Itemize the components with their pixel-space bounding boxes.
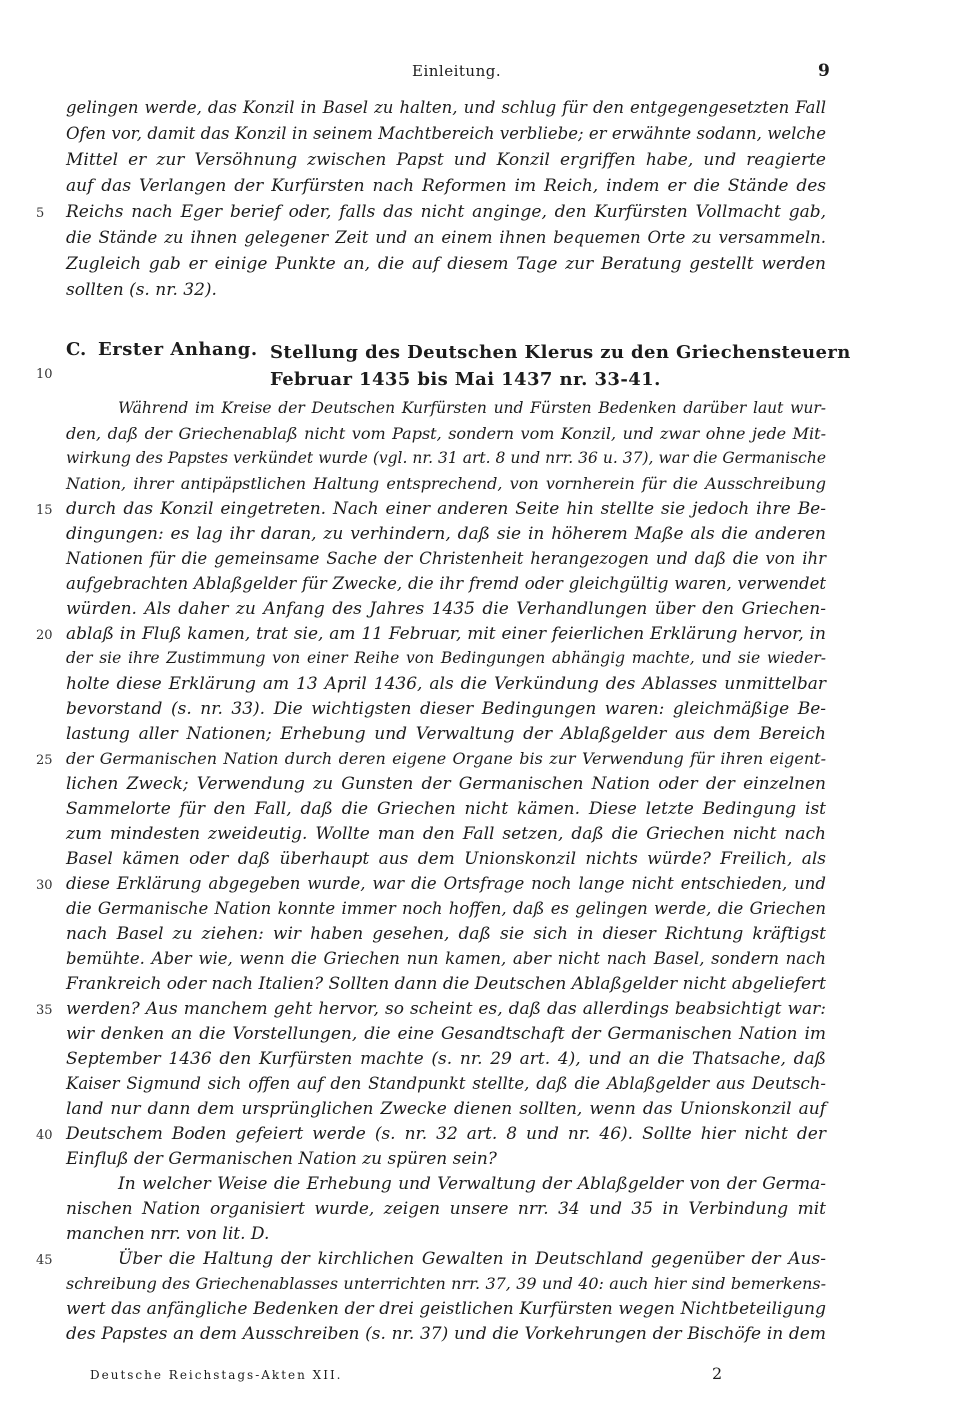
- text-line: der Germanischen Nation durch deren eigene Organe bis zur Verwendung für ihren eigent-: [66, 749, 826, 768]
- text-line: Zugleich gab er einige Punkte an, die auf diesem Tage zur Beratung gestellt werden: [66, 254, 826, 274]
- text-line: wir denken an die Vorstellungen, die eine Gesandtschaft der Germanischen Nation im: [66, 1024, 826, 1044]
- page-number: 9: [818, 61, 830, 81]
- text-line: werden? Aus manchem geht hervor, so scheint es, daß das allerdings beabsichtigt war:: [66, 999, 826, 1019]
- line-number: 15: [36, 503, 53, 518]
- text-line: nach Basel zu ziehen: wir haben gesehen, daß sie sich in dieser Richtung kräftigst: [66, 924, 826, 944]
- text-line: Einfluß der Germanischen Nation zu spüren sein?: [66, 1149, 497, 1169]
- section-heading: [66, 339, 851, 390]
- text-line: Kaiser Sigmund sich offen auf den Standpunkt stellte, daß die Ablaßgelder aus Deutsch-: [66, 1074, 826, 1093]
- text-line: nischen Nation organisiert wurde, zeigen unsere nrr. 34 und 35 in Verbindung mit: [66, 1199, 826, 1219]
- line-number: 25: [36, 753, 53, 768]
- text-line: bevorstand (s. nr. 33). Die wichtigsten dieser Bedingungen waren: gleichmäßige Be-: [66, 699, 826, 719]
- section-title-line: Februar 1435 bis Mai 1437 nr. 33-41.: [270, 369, 661, 390]
- text-line: wert das anfängliche Bedenken der drei geistlichen Kurfürsten wegen Nichtbeteiligung: [66, 1299, 826, 1319]
- text-line: Ofen vor, damit das Konzil in seinem Machtbereich verbliebe; er erwähnte sodann, welche: [66, 124, 826, 143]
- text-line: sollten (s. nr. 32).: [66, 280, 217, 300]
- text-line: den, daß der Griechenablaß nicht vom Papst, sondern vom Konzil, und zwar ohne jede Mit-: [66, 424, 826, 443]
- text-line: ablaß in Fluß kamen, trat sie, am 11 Februar, mit einer feierlichen Erklärung hervor, in: [66, 624, 826, 644]
- text-line: Reichs nach Eger berief oder, falls das nicht anginge, den Kurfürsten Vollmacht gab,: [66, 202, 826, 222]
- text-line: Nation, ihrer antipäpstlichen Haltung entsprechend, von vornherein für die Ausschreibung: [66, 474, 826, 493]
- text-line: die Stände zu ihnen gelegener Zeit und an einem ihnen bequemen Orte zu versammeln.: [66, 228, 826, 247]
- signature-mark: 2: [712, 1364, 723, 1383]
- text-line: land nur dann dem ursprünglichen Zwecke dienen sollten, wenn das Unionskonzil auf: [66, 1099, 826, 1119]
- text-line: gelingen werde, das Konzil in Basel zu halten, und schlug für den entgegengesetzten Fall: [66, 98, 826, 117]
- page-footer: [0, 1364, 960, 1388]
- text-line: des Papstes an dem Ausschreiben (s. nr. 37) und die Vorkehrungen der Bischöfe in dem: [66, 1324, 826, 1344]
- text-line: die Germanische Nation konnte immer noch hoffen, daß es gelingen werde, die Griechen: [66, 899, 826, 918]
- line-number: 10: [36, 367, 53, 382]
- text-line: manchen nrr. von lit. D.: [66, 1224, 270, 1244]
- text-line: dingungen: es lag ihr daran, zu verhindern, daß sie in höherem Maße als die anderen: [66, 524, 826, 544]
- section-title: [270, 339, 851, 393]
- line-number: 35: [36, 1003, 53, 1018]
- text-line: Nationen für die gemeinsame Sache der Christenheit herangezogen und daß die von ihr: [66, 549, 826, 568]
- line-number: 45: [36, 1253, 53, 1268]
- text-line: lichen Zweck; Verwendung zu Gunsten der Germanischen Nation oder der einzelnen: [66, 774, 826, 794]
- section-title-line: Stellung des Deutschen Klerus zu den Griechensteuern: [270, 342, 851, 363]
- text-line: auf das Verlangen der Kurfürsten nach Reformen im Reich, indem er die Stände des: [66, 176, 826, 196]
- text-line: In welcher Weise die Erhebung und Verwaltung der Ablaßgelder von der Germa-: [118, 1174, 826, 1194]
- text-line: Frankreich oder nach Italien? Sollten dann die Deutschen Ablaßgelder nicht abgeliefert: [66, 974, 826, 994]
- text-line: aufgebrachten Ablaßgelder für Zwecke, die ihr fremd oder gleichgültig waren, verwendet: [66, 574, 826, 593]
- section-label: Erster Anhang.: [98, 339, 258, 360]
- text-line: wirkung des Papstes verkündet wurde (vgl. nr. 31 art. 8 und nrr. 36 u. 37), war die Germanische: [66, 449, 826, 467]
- text-line: Mittel er zur Versöhnung zwischen Papst und Konzil ergriffen habe, und reagierte: [66, 150, 826, 170]
- text-line: Deutschem Boden gefeiert werde (s. nr. 32 art. 8 und nr. 46). Sollte hier nicht der: [66, 1124, 826, 1144]
- text-line: zum mindesten zweideutig. Wollte man den Fall setzen, daß die Griechen nicht nach: [66, 824, 826, 844]
- line-number: 20: [36, 628, 53, 643]
- text-line: Sammelorte für den Fall, daß die Griechen nicht kämen. Diese letzte Bedingung ist: [66, 799, 826, 819]
- text-line: holte diese Erklärung am 13 April 1436, als die Verkündung des Ablasses unmittelbar: [66, 674, 826, 694]
- line-number: 5: [36, 206, 45, 221]
- text-line: lastung aller Nationen; Erhebung und Verwaltung der Ablaßgelder aus dem Bereich: [66, 724, 826, 744]
- footer-title: Deutsche Reichstags-Akten XII.: [90, 1368, 343, 1382]
- line-number: 30: [36, 878, 53, 893]
- section-letter: C.: [66, 339, 87, 360]
- text-line: Basel kämen oder daß überhaupt aus dem Unionskonzil nichts würde? Freilich, als: [66, 849, 826, 869]
- text-line: Während im Kreise der Deutschen Kurfürsten und Fürsten Bedenken darüber laut wur-: [118, 399, 826, 417]
- text-line: diese Erklärung abgegeben wurde, war die Ortsfrage noch lange nicht entschieden, und: [66, 874, 826, 893]
- text-line: durch das Konzil eingetreten. Nach einer anderen Seite hin stellte sie jedoch ihre Be-: [66, 499, 826, 519]
- line-number: 40: [36, 1128, 53, 1143]
- text-line: Über die Haltung der kirchlichen Gewalten in Deutschland gegenüber der Aus-: [118, 1249, 826, 1269]
- text-line: schreibung des Griechenablasses unterrichten nrr. 37, 39 und 40: auch hier sind bemerkens-: [66, 1274, 826, 1293]
- text-line: September 1436 den Kurfürsten machte (s. nr. 29 art. 4), und an die Thatsache, daß: [66, 1049, 826, 1069]
- text-line: würden. Als daher zu Anfang des Jahres 1435 die Verhandlungen über den Griechen-: [66, 599, 826, 619]
- running-title: Einleitung.: [412, 62, 502, 80]
- page-header: [0, 62, 960, 84]
- text-line: bemühte. Aber wie, wenn die Griechen nun kamen, aber nicht nach Basel, sondern nach: [66, 949, 826, 968]
- text-line: der sie ihre Zustimmung von einer Reihe von Bedingungen abhängig machte, und sie wieder-: [66, 649, 826, 667]
